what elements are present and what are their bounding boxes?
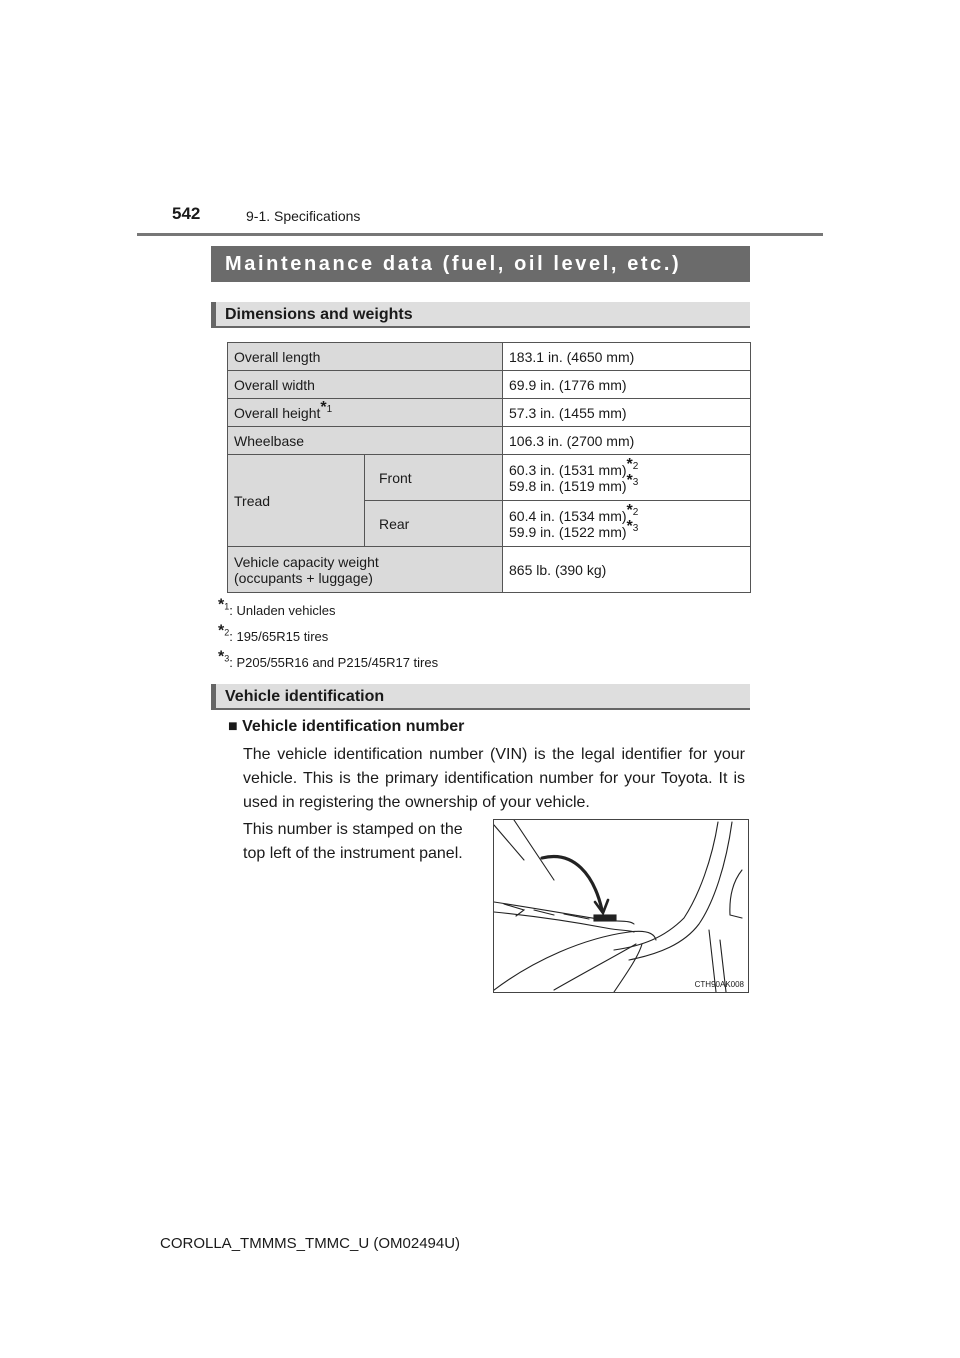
- table-row: [228, 371, 751, 399]
- row-value: 57.3 in. (1455 mm): [503, 399, 751, 427]
- footnote-ref: *1: [320, 398, 333, 416]
- page-number: 542: [172, 204, 201, 223]
- tread-rear-value: 60.4 in. (1534 mm)$^{*2}$ 59.9 in. (1522 mm)$^{*3}$: [503, 501, 751, 547]
- vin-subheading: ■ Vehicle identification number: [228, 718, 465, 735]
- tread-front-value: 60.3 in. (1531 mm)$^{*2}$ 59.8 in. (1519 mm)$^{*3}$: [503, 455, 751, 501]
- dimensions-heading-bar: [211, 302, 750, 328]
- footnote: $^{*2}$: 195/65R15 tires: [218, 622, 329, 644]
- tread-label: Tread: [228, 455, 365, 547]
- row-label: Wheelbase: [228, 427, 503, 455]
- illustration-code: CTH90AK008: [694, 980, 744, 989]
- row-value: 106.3 in. (2700 mm): [503, 427, 751, 455]
- section-header: 9-1. Specifications: [246, 208, 361, 224]
- row-value: 865 lb. (390 kg): [503, 547, 751, 593]
- tread-front-label: Front: [365, 455, 503, 501]
- row-label: Overall width: [228, 371, 503, 399]
- table-row: [228, 547, 751, 593]
- vin-description: The vehicle identification number (VIN) is the legal identifier for your vehicle. This is the primary identification number for your Toyota. It is used in registering the ownership of your vehicle.: [243, 746, 745, 811]
- vin-location-text: This number is stamped on the top left of the instrument panel.: [243, 821, 463, 862]
- spec-table: [227, 342, 751, 593]
- table-row: [228, 427, 751, 455]
- instrument-panel-drawing: [494, 820, 748, 992]
- header-rule: [137, 233, 823, 236]
- row-label: Vehicle capacity weight (occupants + luggage): [228, 547, 503, 593]
- vehicle-id-heading: Vehicle identification: [225, 688, 385, 705]
- main-title-bar: [211, 246, 750, 282]
- page-title: Maintenance data (fuel, oil level, etc.): [225, 253, 682, 275]
- tread-rear-label: Rear: [365, 501, 503, 547]
- table-row: [228, 455, 751, 501]
- row-label: Overall length: [228, 343, 503, 371]
- footnote: $^{*3}$: P205/55R16 and P215/45R17 tires: [218, 648, 439, 670]
- row-label: [228, 399, 503, 427]
- footer: COROLLA_TMMMS_TMMC_U (OM02494U): [160, 1235, 461, 1252]
- vehicle-id-heading-bar: [211, 684, 750, 710]
- row-value: 183.1 in. (4650 mm): [503, 343, 751, 371]
- table-row: [228, 399, 751, 427]
- bullet-icon: ■: [228, 718, 238, 735]
- footnote: $^{*1}$: Unladen vehicles: [218, 596, 336, 618]
- dimensions-heading: Dimensions and weights: [225, 306, 413, 323]
- table-row: [228, 343, 751, 371]
- overall-height-label: Overall height: [234, 404, 321, 421]
- row-value: 69.9 in. (1776 mm): [503, 371, 751, 399]
- vin-location-illustration: [493, 819, 749, 993]
